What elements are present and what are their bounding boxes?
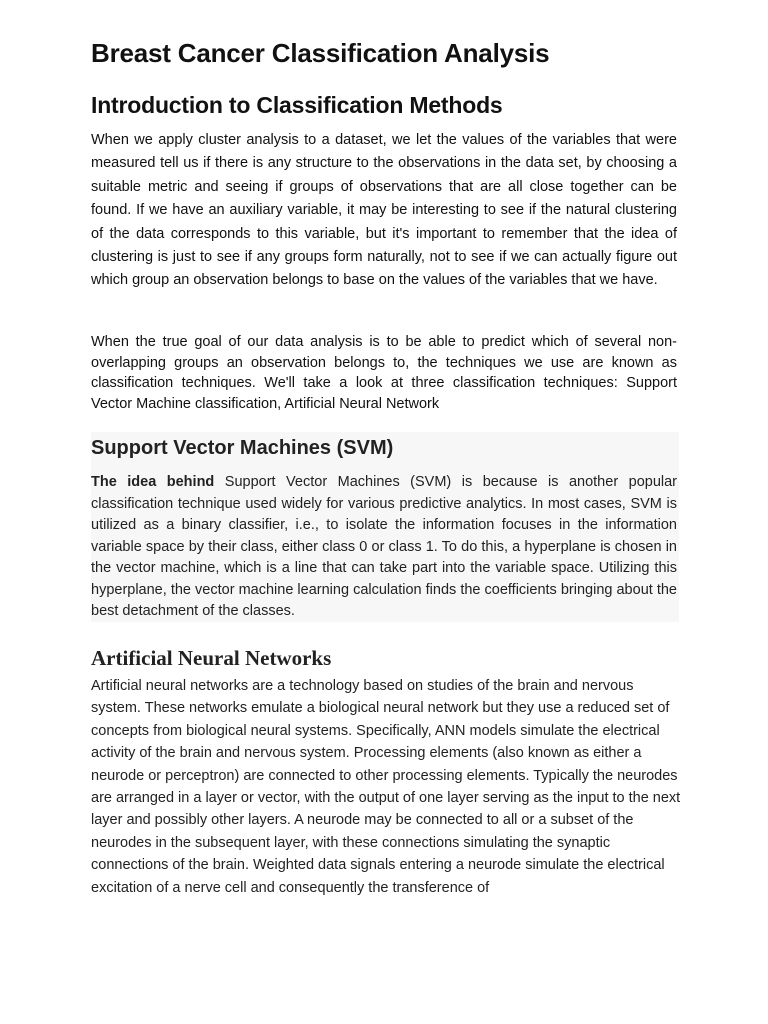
intro-heading: Introduction to Classification Methods bbox=[91, 92, 503, 118]
svm-paragraph-lead: The idea behind bbox=[91, 474, 215, 490]
document-title: Breast Cancer Classification Analysis bbox=[91, 38, 550, 68]
ann-heading: Artificial Neural Networks bbox=[91, 646, 332, 670]
intro-paragraph-1: When we apply cluster analysis to a dataset, we let the values of the variables that were measured tell us if there is any structure to the observations in the data set, by choosing a suitable metric and seeing if groups of observations that are all close together can be found. If we have an auxiliary variable, it may be interesting to see if the natural clustering of the data corresponds to this variable, but it's important to remember that the idea of clustering is just to see if any groups form naturally, not to see if we can actually figure out which group an observation belongs to base on the values of the variables that we have. bbox=[91, 132, 677, 289]
ann-paragraph: Artificial neural networks are a technology based on studies of the brain and nervous system. These networks emulate a biological neural network but they use a reduced set of concepts from biological neural systems. Specifically, ANN models simulate the electrical activity of the brain and nervous system. Processing elements (also known as either a neurode or perceptron) are connected to other processing elements. Typically the neurodes are arranged in a layer or vector, with the output of one layer serving as the input to the next layer and possibly other layers. A neurode may be connected to all or a subset of the neurodes in the subsequent layer, with these connections simulating the synaptic connections of the brain. Weighted data signals entering a neurode simulate the electrical excitation of a nerve cell and consequently the transference of bbox=[91, 678, 681, 896]
svm-paragraph-body: Support Vector Machines (SVM) is because is another popular classification technique used widely for various predictive analytics. In most cases, SVM is utilized as a binary classifier, i.e., to isolate the information focuses in the information variable space by their class, either class 0 or class 1. To do this, a hyperplane is chosen in the vector machine, which is a line that can take part into the variable space. Utilizing this hyperplane, the vector machine learning calculation finds the coefficients bringing about the best detachment of the classes. bbox=[91, 474, 677, 619]
svm-paragraph bbox=[91, 472, 677, 623]
intro-paragraph-2: When the true goal of our data analysis is to be able to predict which of several non-overlapping groups an observation belongs to, the techniques we use are known as classification techniques. We'll take a look at three classification techniques: Support Vector Machine classification, Artificial Neural Network bbox=[91, 334, 677, 412]
svm-heading: Support Vector Machines (SVM) bbox=[91, 437, 394, 459]
